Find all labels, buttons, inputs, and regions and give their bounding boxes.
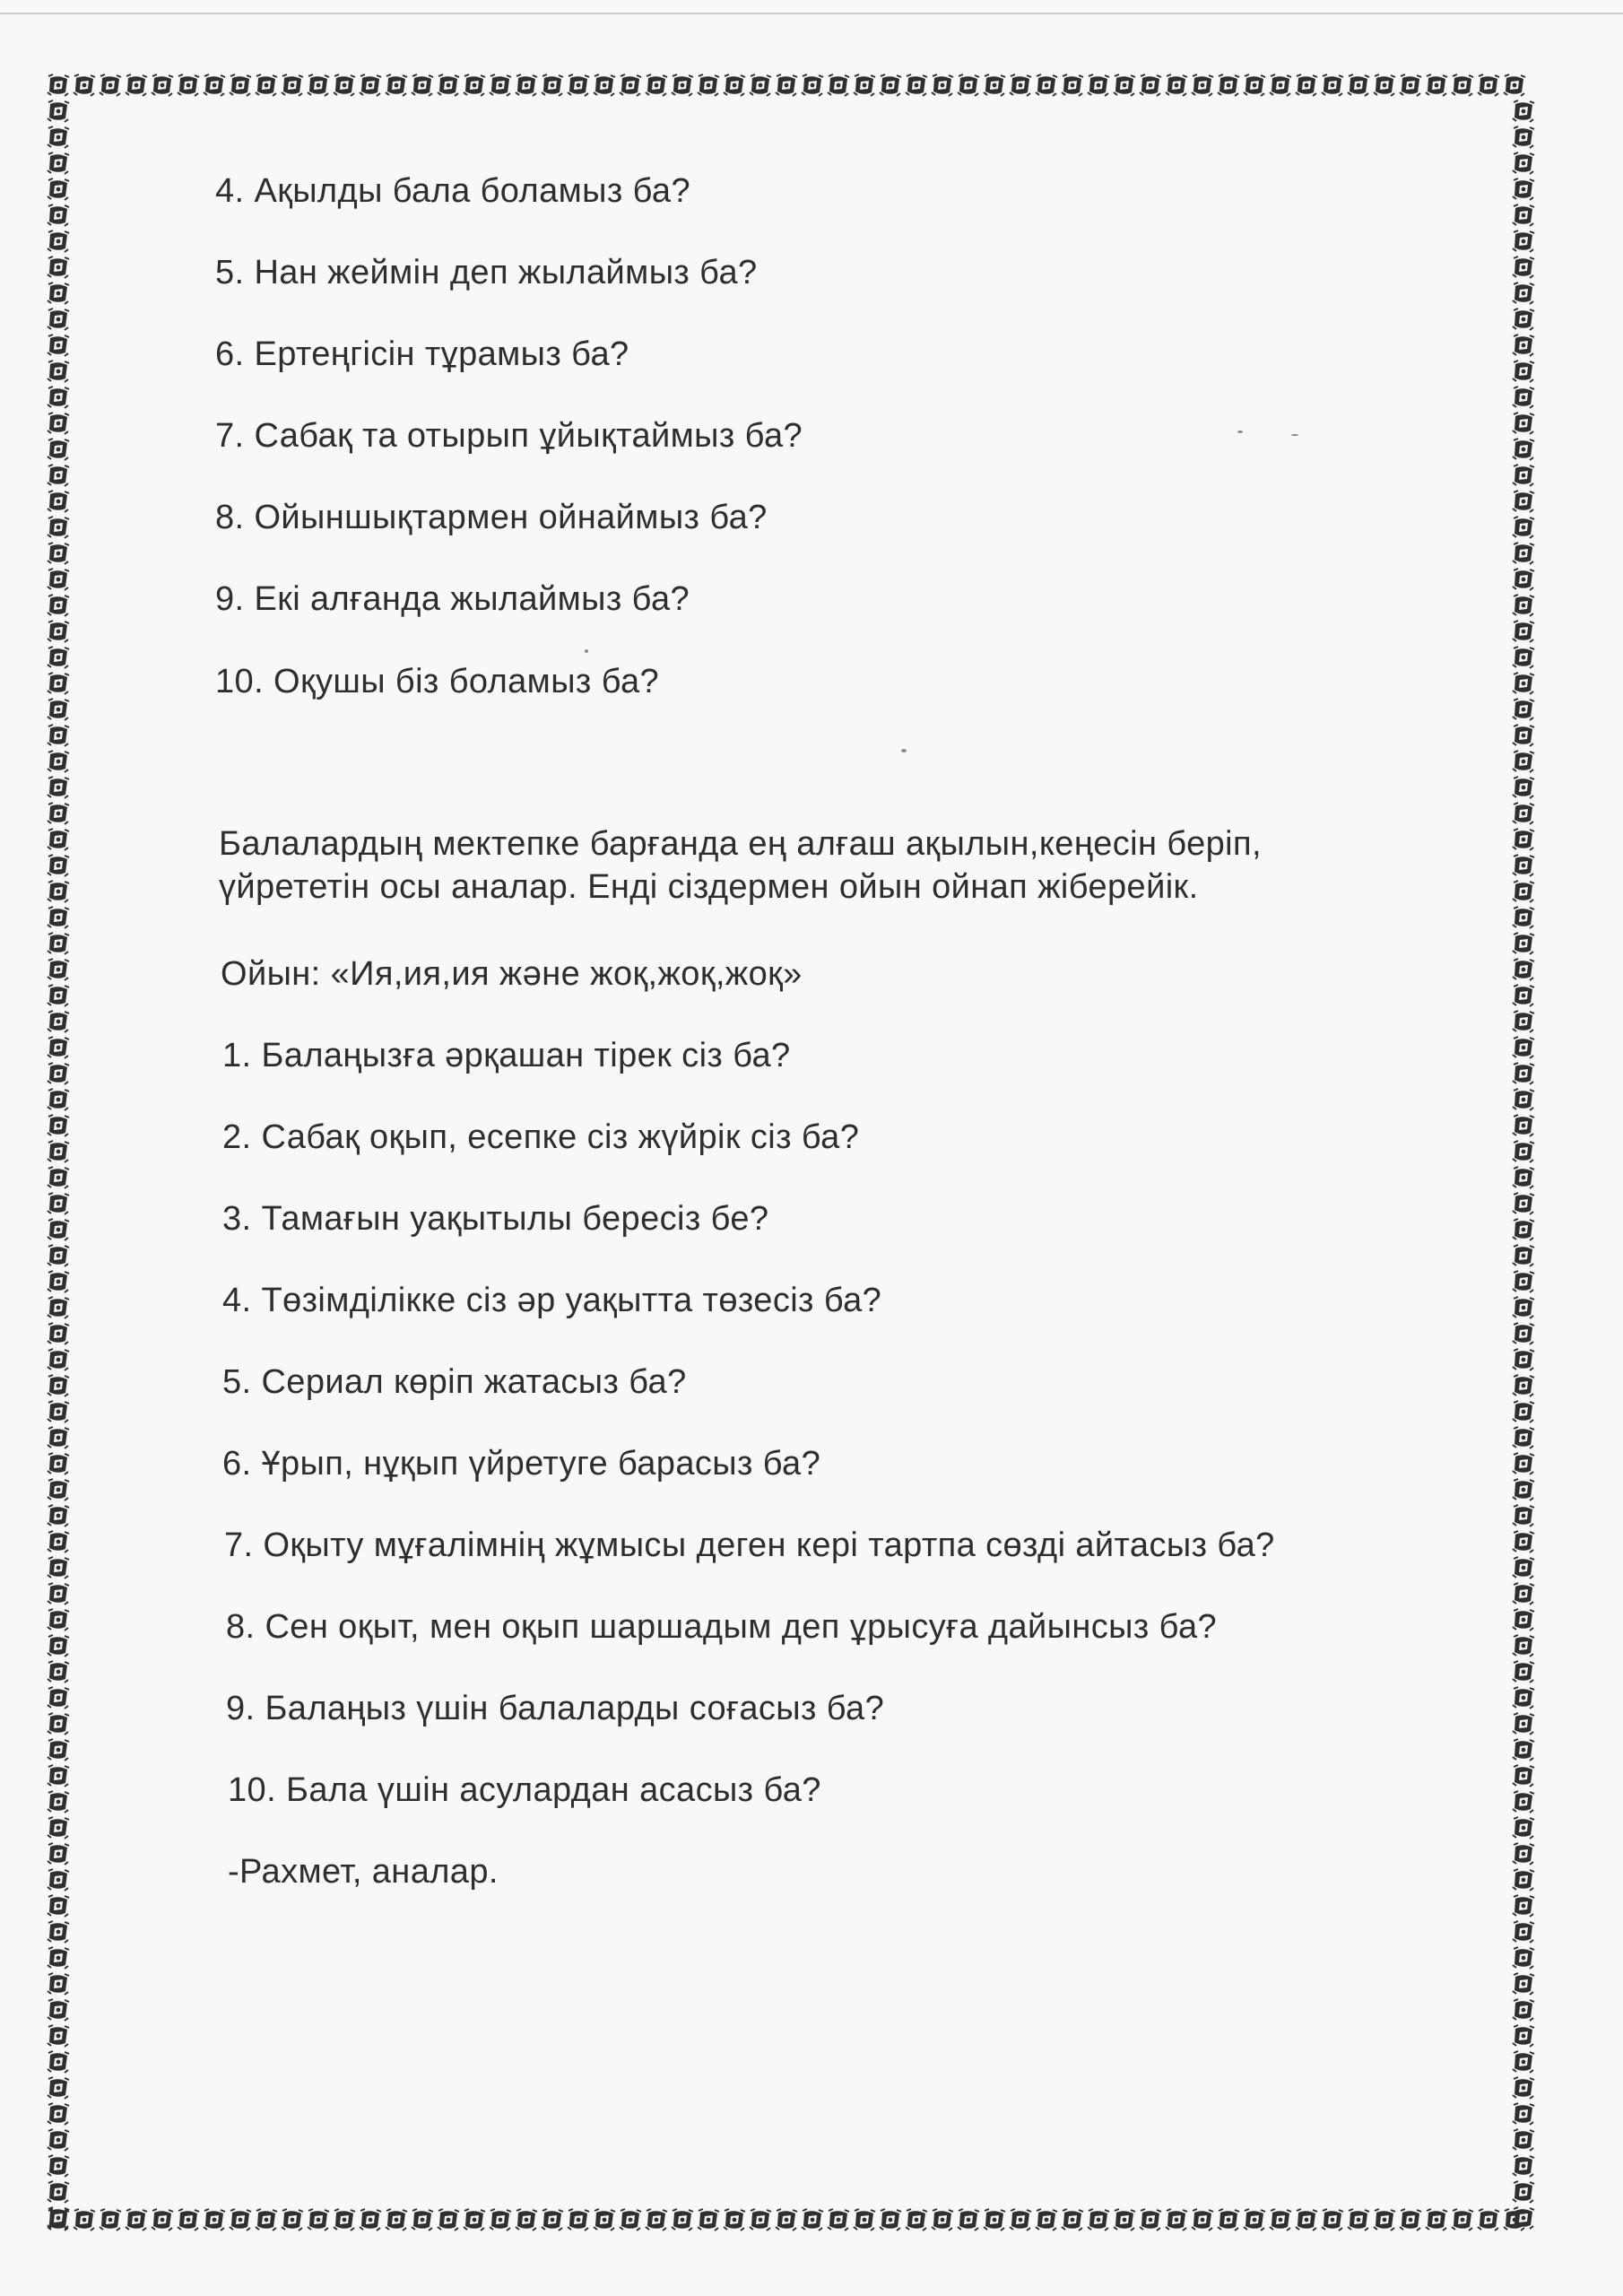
scan-speck [1291,434,1298,436]
list-item: 6. Ертеңгісін тұрамыз ба? [215,335,629,373]
paragraph-line: үйрететін осы аналар. Енді сіздермен ойын ойнап жіберейік. [219,868,1199,906]
list-item: 1. Балаңызға әрқашан тірек сіз ба? [222,1037,791,1074]
list-item: 10. Бала үшін асулардан асасыз ба? [228,1771,821,1809]
closing-line: -Рахмет, аналар. [228,1853,499,1891]
list-item: 7. Сабақ та отырып ұйықтаймыз ба? [215,417,803,455]
scan-speck [1237,430,1243,433]
list-item: 3. Тамағын уақытылы бересіз бе? [222,1200,769,1238]
list-item: 4. Ақылды бала боламыз ба? [215,172,690,210]
list-item: 9. Балаңыз үшін балаларды соғасыз ба? [226,1690,885,1727]
list-item: 4. Төзімділікке сіз әр уақытта төзесіз ба? [222,1282,882,1319]
list-item: 8. Ойыншықтармен ойнаймыз ба? [215,499,768,536]
paragraph-line: Балалардың мектепке барғанда ең алғаш ақылын,кеңесін беріп, [219,825,1262,863]
list-item: 8. Сен оқыт, мен оқып шаршадым деп ұрысуға дайынсыз ба? [226,1608,1218,1646]
list-item: 5. Сериал көріп жатасыз ба? [222,1363,687,1401]
list-item: 9. Екі алғанда жылаймыз ба? [215,580,690,618]
list-item: 7. Оқыту мұғалімнің жұмысы деген кері тартпа сөзді айтасыз ба? [224,1526,1275,1564]
list-item: 5. Нан жеймін деп жылаймыз ба? [215,254,758,291]
game-title: Ойын: «Ия,ия,ия және жоқ,жоқ,жоқ» [221,955,803,993]
scan-speck [585,649,588,653]
list-item: 6. Ұрып, нұқып үйретуге барасыз ба? [222,1445,821,1483]
scan-speck [901,749,907,752]
list-item: 10. Оқушы біз боламыз ба? [215,663,660,700]
list-item: 2. Сабақ оқып, есепке сіз жүйрік сіз ба? [222,1118,860,1156]
